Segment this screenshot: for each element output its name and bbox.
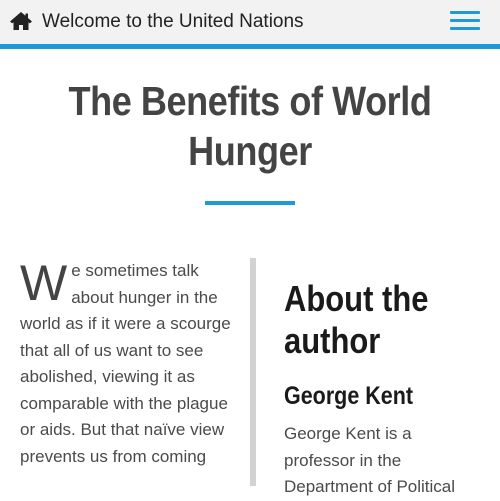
title-underline (205, 201, 295, 205)
about-author-heading: About the author (284, 278, 429, 361)
top-navigation-bar (0, 0, 500, 44)
hamburger-menu-icon[interactable] (450, 10, 480, 32)
dropcap-letter: W (20, 255, 68, 311)
author-bio: George Kent is a professor in the Department of Political (284, 424, 456, 496)
home-icon[interactable] (9, 11, 33, 31)
column-divider (250, 258, 256, 486)
site-title[interactable]: Welcome to the United Nations (42, 11, 304, 32)
author-name: George Kent (284, 382, 414, 410)
article-text: e sometimes talk about hunger in the world as if it were a scourge that all of us want to see abolished, viewing it as comparable with the plague or aids. But that naïve view prevents us from coming (20, 261, 231, 466)
page-title: The Benefits of World Hunger (68, 78, 432, 174)
article-body (20, 255, 232, 486)
header-accent-bar (0, 44, 500, 49)
